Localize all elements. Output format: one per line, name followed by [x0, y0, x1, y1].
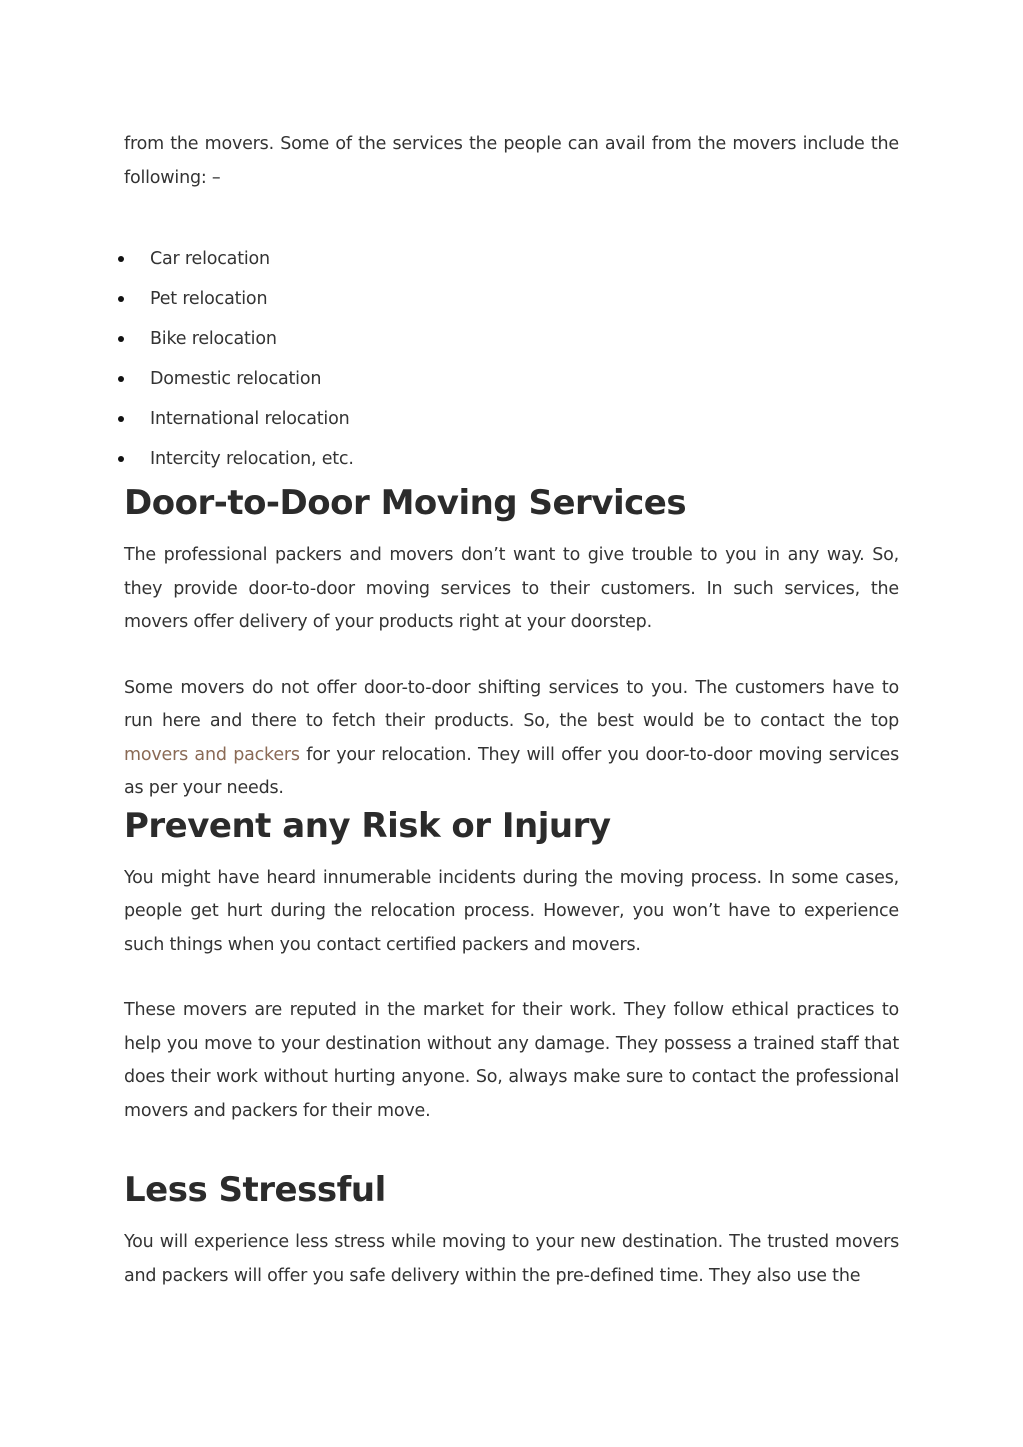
- bullet-icon: [118, 456, 124, 462]
- door-to-door-paragraph-2: [124, 672, 899, 806]
- services-list: [124, 243, 899, 483]
- list-item: [124, 243, 899, 283]
- list-item: [124, 323, 899, 363]
- list-item-label: Bike relocation: [150, 329, 277, 349]
- prevent-risk-heading: Prevent any Risk or Injury: [124, 805, 611, 846]
- movers-and-packers-link[interactable]: movers and packers: [124, 744, 300, 765]
- document-page: [124, 128, 899, 1293]
- list-item: [124, 403, 899, 443]
- less-stressful-heading: Less Stressful: [124, 1170, 386, 1210]
- prevent-risk-paragraph-2: These movers are reputed in the market for their work. They follow ethical practices to help you move to your destination without any damage. They possess a trained staff that does their work without hurting anyone. So, always make sure to contact the professional movers and packers for their move.: [124, 1000, 899, 1121]
- list-item: [124, 283, 899, 323]
- bullet-icon: [118, 296, 124, 302]
- bullet-icon: [118, 256, 124, 262]
- door-to-door-paragraph-1: The professional packers and movers don’t want to give trouble to you in any way. So, they provide door-to-door moving services to their customers. In such services, the movers offer delivery of your products right at your doorstep.: [124, 545, 899, 632]
- bullet-icon: [118, 376, 124, 382]
- prevent-risk-paragraph-1: You might have heard innumerable incidents during the moving process. In some cases, people get hurt during the relocation process. However, you won’t have to experience such things when you contact certified packers and movers.: [124, 867, 899, 955]
- list-item: [124, 443, 899, 483]
- list-item-label: Car relocation: [150, 249, 270, 269]
- door-to-door-text-before-link: Some movers do not offer door-to-door shifting services to you. The customers have to run here and there to fetch their products. So, the best would be to contact the top: [124, 677, 899, 731]
- bullet-icon: [118, 336, 124, 342]
- list-item: [124, 363, 899, 403]
- list-item-label: Domestic relocation: [150, 369, 322, 389]
- door-to-door-text-after-link: for your relocation. They will offer you door-to-door moving services as per your needs.: [124, 744, 900, 798]
- door-to-door-heading: Door-to-Door Moving Services: [124, 483, 687, 523]
- bullet-icon: [118, 416, 124, 422]
- list-item-label: Pet relocation: [150, 289, 268, 309]
- less-stressful-paragraph-1: You will experience less stress while moving to your new destination. The trusted movers and packers will offer you safe delivery within the pre-defined time. They also use the: [124, 1232, 899, 1286]
- intro-paragraph: from the movers. Some of the services the people can avail from the movers include the following: –: [124, 134, 899, 188]
- list-item-label: Intercity relocation, etc.: [150, 449, 354, 469]
- list-item-label: International relocation: [150, 409, 350, 429]
